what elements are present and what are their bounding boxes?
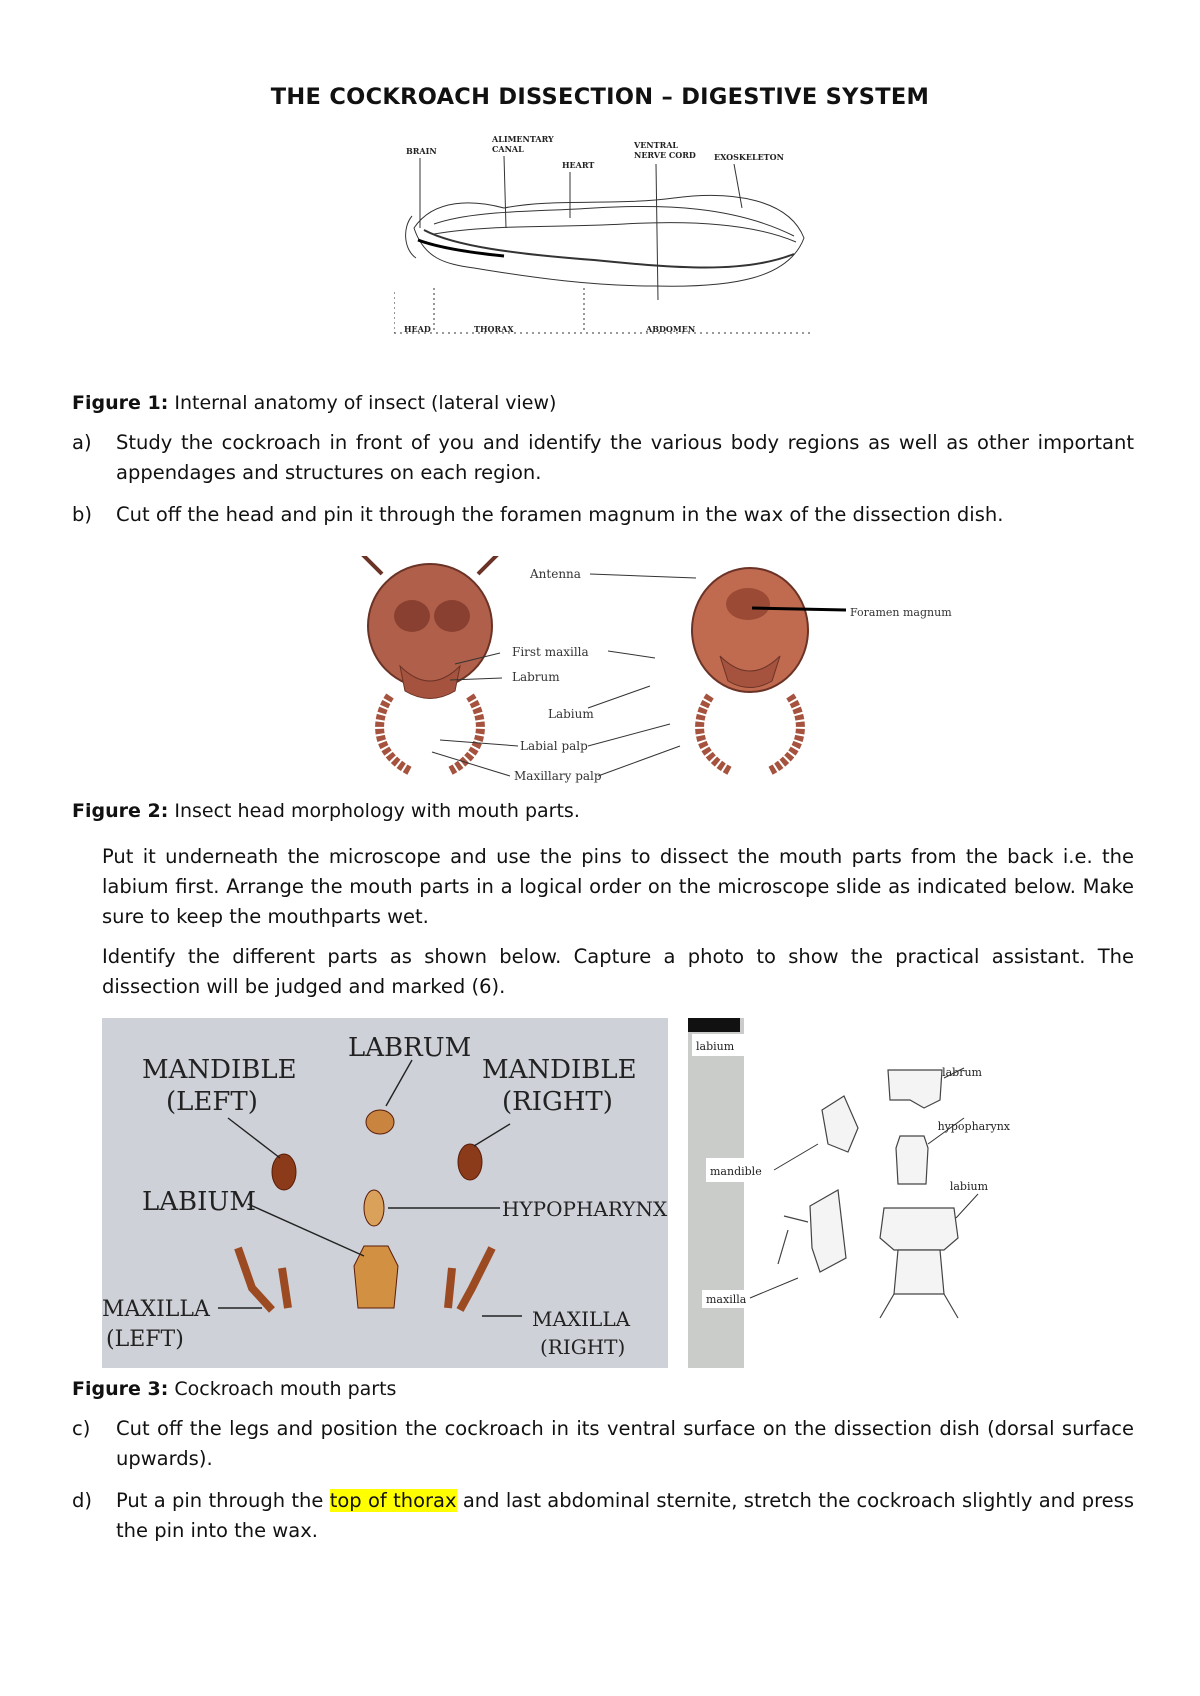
figure-2-caption bbox=[72, 800, 580, 822]
page-title: THE COCKROACH DISSECTION – DIGESTIVE SYSTEM bbox=[270, 84, 930, 110]
drawing-label-labrum: labrum bbox=[942, 1066, 982, 1079]
label-antenna: Antenna bbox=[530, 567, 581, 581]
photo-label-maxilla-left-2: (LEFT) bbox=[106, 1327, 184, 1352]
figure-2-caption-label: Figure 2: bbox=[72, 800, 169, 822]
photo-label-mandible-left-1: MANDIBLE bbox=[142, 1055, 297, 1085]
instruction-d-text bbox=[116, 1486, 1134, 1546]
figure-3-photo bbox=[102, 1018, 668, 1368]
label-head: HEAD bbox=[404, 324, 431, 334]
paragraph-identify-parts: Identify the different parts as shown below. Capture a photo to show the practical assistant. The dissection will be judged and marked (6). bbox=[102, 945, 1134, 998]
instruction-d-marker: d) bbox=[72, 1489, 92, 1512]
head-back-view bbox=[692, 568, 808, 771]
photo-label-maxilla-right-2: (RIGHT) bbox=[540, 1335, 626, 1359]
photo-label-maxilla-left-1: MAXILLA bbox=[102, 1297, 210, 1322]
photo-label-mandible-right-2: (RIGHT) bbox=[502, 1087, 613, 1117]
instruction-a-text: Study the cockroach in front of you and identify the various body regions as well as other important appendages and structures on each region. bbox=[116, 431, 1134, 484]
instruction-c-marker: c) bbox=[72, 1417, 91, 1440]
drawing-label-labium: labium bbox=[949, 1180, 988, 1193]
figure-1-caption bbox=[72, 392, 556, 414]
instruction-d-text-after: and last abdominal sternite, stretch the cockroach slightly and press the pin into the wax. bbox=[116, 1489, 1134, 1542]
figure-1-diagram bbox=[394, 128, 824, 368]
label-labium: Labium bbox=[548, 707, 594, 721]
drawing-label-mandible: mandible bbox=[710, 1165, 762, 1178]
instruction-d bbox=[72, 1486, 1134, 1546]
photo-label-labrum: LABRUM bbox=[348, 1033, 472, 1063]
figure-2-diagram bbox=[360, 556, 1000, 792]
instruction-b-text: Cut off the head and pin it through the foramen magnum in the wax of the dissection dish. bbox=[116, 503, 1004, 526]
instruction-b-marker: b) bbox=[72, 503, 92, 526]
instruction-d-text-before: Put a pin through the bbox=[116, 1489, 330, 1512]
label-foramen-magnum: Foramen magnum bbox=[850, 606, 952, 619]
instruction-a bbox=[72, 428, 1134, 488]
figure-3-caption bbox=[72, 1378, 396, 1400]
photo-label-mandible-right-1: MANDIBLE bbox=[482, 1055, 637, 1085]
paragraph-dissect-mouthparts: Put it underneath the microscope and use the pins to dissect the mouth parts from the back i.e. the labium first. Arrange the mouth parts in a logical order on the microscope slide as indicated below. Make sure to keep the mouthparts wet. bbox=[102, 845, 1134, 928]
highlight-top-of-thorax: top of thorax bbox=[329, 1489, 457, 1512]
label-abdomen: ABDOMEN bbox=[646, 324, 696, 334]
figure-2-caption-text: Insect head morphology with mouth parts. bbox=[168, 800, 580, 822]
photo-label-mandible-left-2: (LEFT) bbox=[166, 1087, 258, 1117]
photo-label-labium: LABIUM bbox=[142, 1187, 256, 1217]
head-front-view bbox=[362, 556, 498, 771]
figure-1-caption-label: Figure 1: bbox=[72, 392, 169, 414]
label-thorax: THORAX bbox=[474, 324, 514, 334]
label-labrum: Labrum bbox=[512, 670, 560, 684]
drawing-label-maxilla: maxilla bbox=[706, 1293, 747, 1306]
drawing-label-hypopharynx: hypopharynx bbox=[937, 1120, 1010, 1133]
figure-3-drawing bbox=[688, 1018, 1010, 1368]
instruction-c bbox=[72, 1414, 1134, 1474]
photo-label-maxilla-right-1: MAXILLA bbox=[532, 1307, 631, 1331]
label-ventral-2: NERVE CORD bbox=[634, 150, 696, 160]
label-heart: HEART bbox=[562, 160, 595, 170]
figure-3-caption-label: Figure 3: bbox=[72, 1378, 169, 1400]
figure-3-caption-text: Cockroach mouth parts bbox=[168, 1378, 397, 1400]
label-brain: BRAIN bbox=[406, 146, 437, 156]
instruction-b bbox=[72, 500, 1134, 530]
label-ventral-1: VENTRAL bbox=[634, 140, 679, 150]
drawing-label-labium-top: labium bbox=[696, 1040, 735, 1053]
instruction-c-text: Cut off the legs and position the cockroach in its ventral surface on the dissection dish (dorsal surface upwards). bbox=[116, 1417, 1134, 1470]
figure-1-caption-text: Internal anatomy of insect (lateral view) bbox=[168, 392, 557, 414]
label-exoskeleton: EXOSKELETON bbox=[714, 152, 784, 162]
instruction-a-marker: a) bbox=[72, 431, 92, 454]
label-alimentary-2: CANAL bbox=[492, 144, 524, 154]
photo-label-hypopharynx: HYPOPHARYNX bbox=[502, 1197, 668, 1221]
label-maxillary-palp: Maxillary palp bbox=[514, 769, 602, 783]
label-labial-palp: Labial palp bbox=[520, 739, 588, 753]
label-alimentary-1: ALIMENTARY bbox=[492, 134, 554, 144]
label-first-maxilla: First maxilla bbox=[512, 645, 589, 659]
